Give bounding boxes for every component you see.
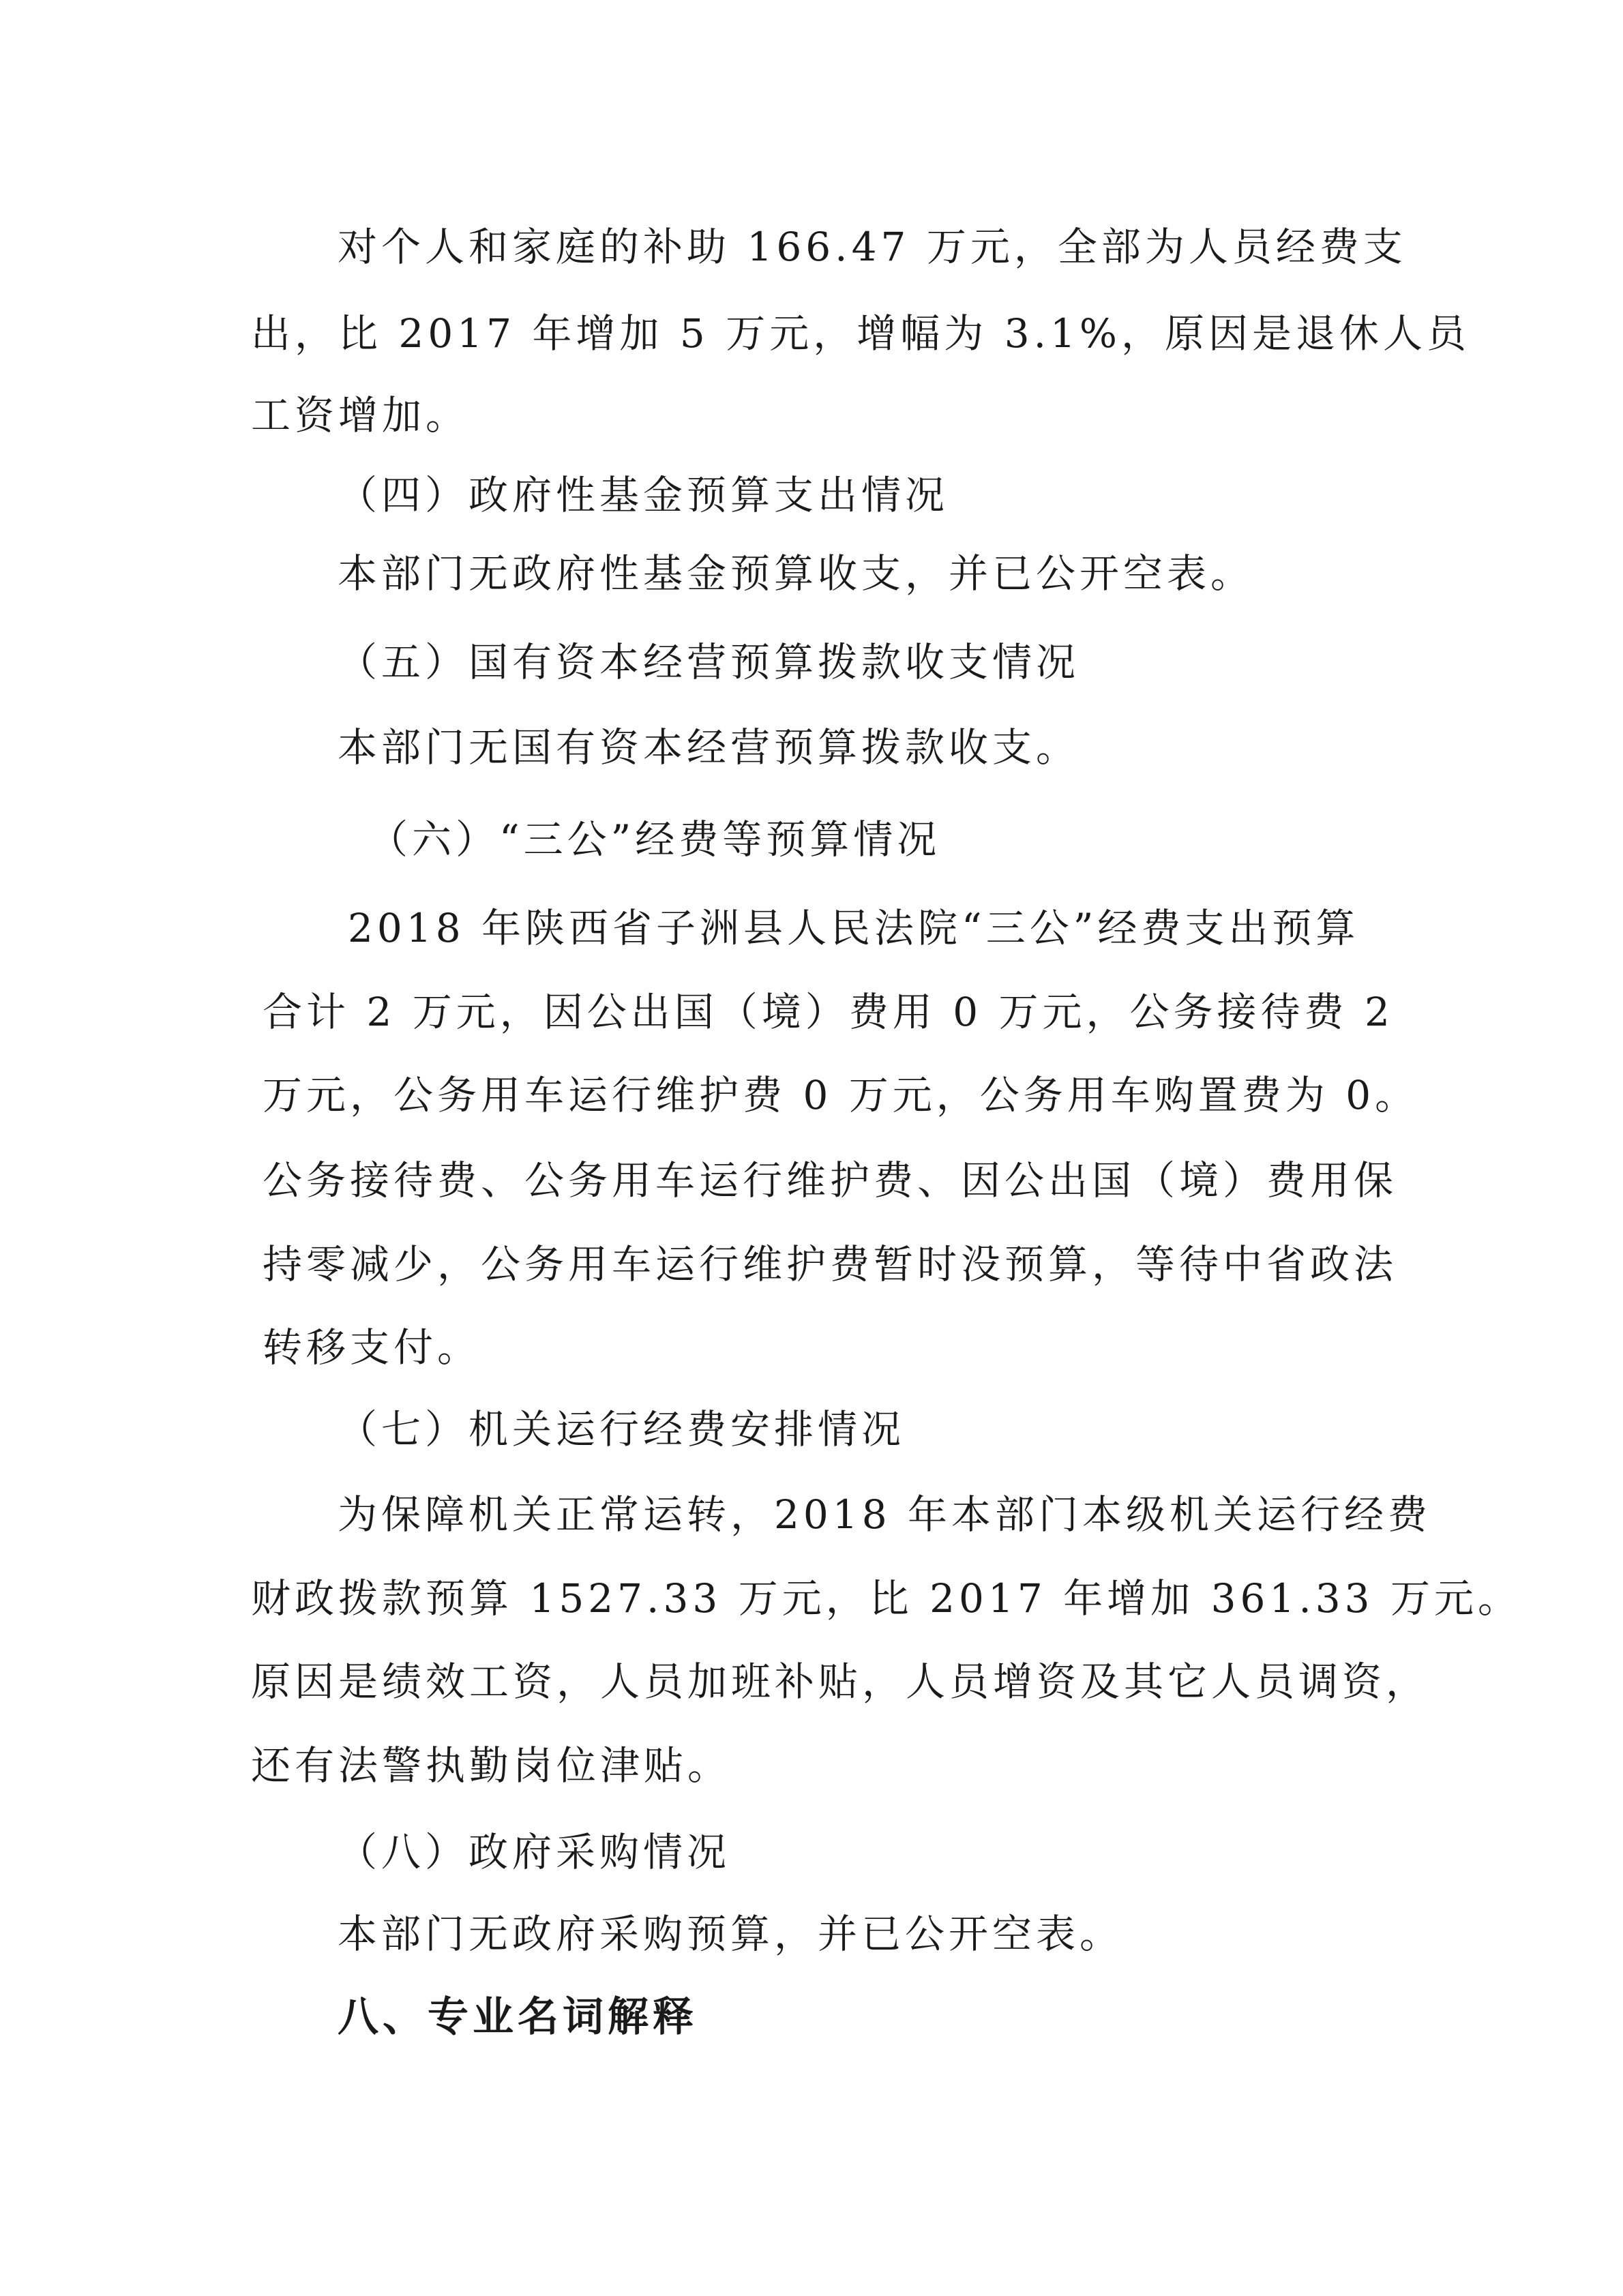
paragraph-line: 为保障机关正常运转，2018 年本部门本级机关运行经费 [338,1491,1432,1538]
paragraph-line: 本部门无国有资本经营预算拨款收支。 [338,724,1080,771]
paragraph-line: 合计 2 万元，因公出国（境）费用 0 万元，公务接待费 2 [263,989,1394,1035]
paragraph-line: 对个人和家庭的补助 166.47 万元，全部为人员经费支 [338,224,1407,270]
paragraph-line: 2018 年陕西省子洲县人民法院“三公”经费支出预算 [348,905,1360,951]
section-heading-4: （四）政府性基金预算支出情况 [338,472,949,518]
section-heading-8: （八）政府采购情况 [338,1829,731,1875]
section-heading-7: （七）机关运行经费安排情况 [338,1406,906,1452]
paragraph-line: 公务接待费、公务用车运行维护费、因公出国（境）费用保 [263,1157,1398,1204]
paragraph-line: 转移支付。 [263,1324,481,1371]
paragraph-line: 本部门无政府性基金预算收支，并已公开空表。 [338,550,1255,597]
paragraph-line: 财政拨款预算 1527.33 万元，比 2017 年增加 361.33 万元。 [251,1575,1522,1622]
paragraph-line: 本部门无政府采购预算，并已公开空表。 [338,1911,1124,1957]
paragraph-line: 出，比 2017 年增加 5 万元，增幅为 3.1%，原因是退休人员 [251,310,1471,357]
section-heading-6: （六）“三公”经费等预算情况 [368,816,941,863]
paragraph-line: 还有法警执勤岗位津贴。 [251,1742,732,1789]
paragraph-line: 持零减少，公务用车运行维护费暂时没预算，等待中省政法 [263,1241,1398,1287]
section-heading-5: （五）国有资本经营预算拨款收支情况 [338,639,1080,685]
paragraph-line: 原因是绩效工资，人员加班补贴，人员增资及其它人员调资， [251,1658,1430,1705]
paragraph-line: 万元，公务用车运行维护费 0 万元，公务用车购置费为 0。 [263,1072,1419,1118]
chapter-heading: 八、专业名词解释 [338,1993,698,2041]
paragraph-line: 工资增加。 [251,392,470,438]
